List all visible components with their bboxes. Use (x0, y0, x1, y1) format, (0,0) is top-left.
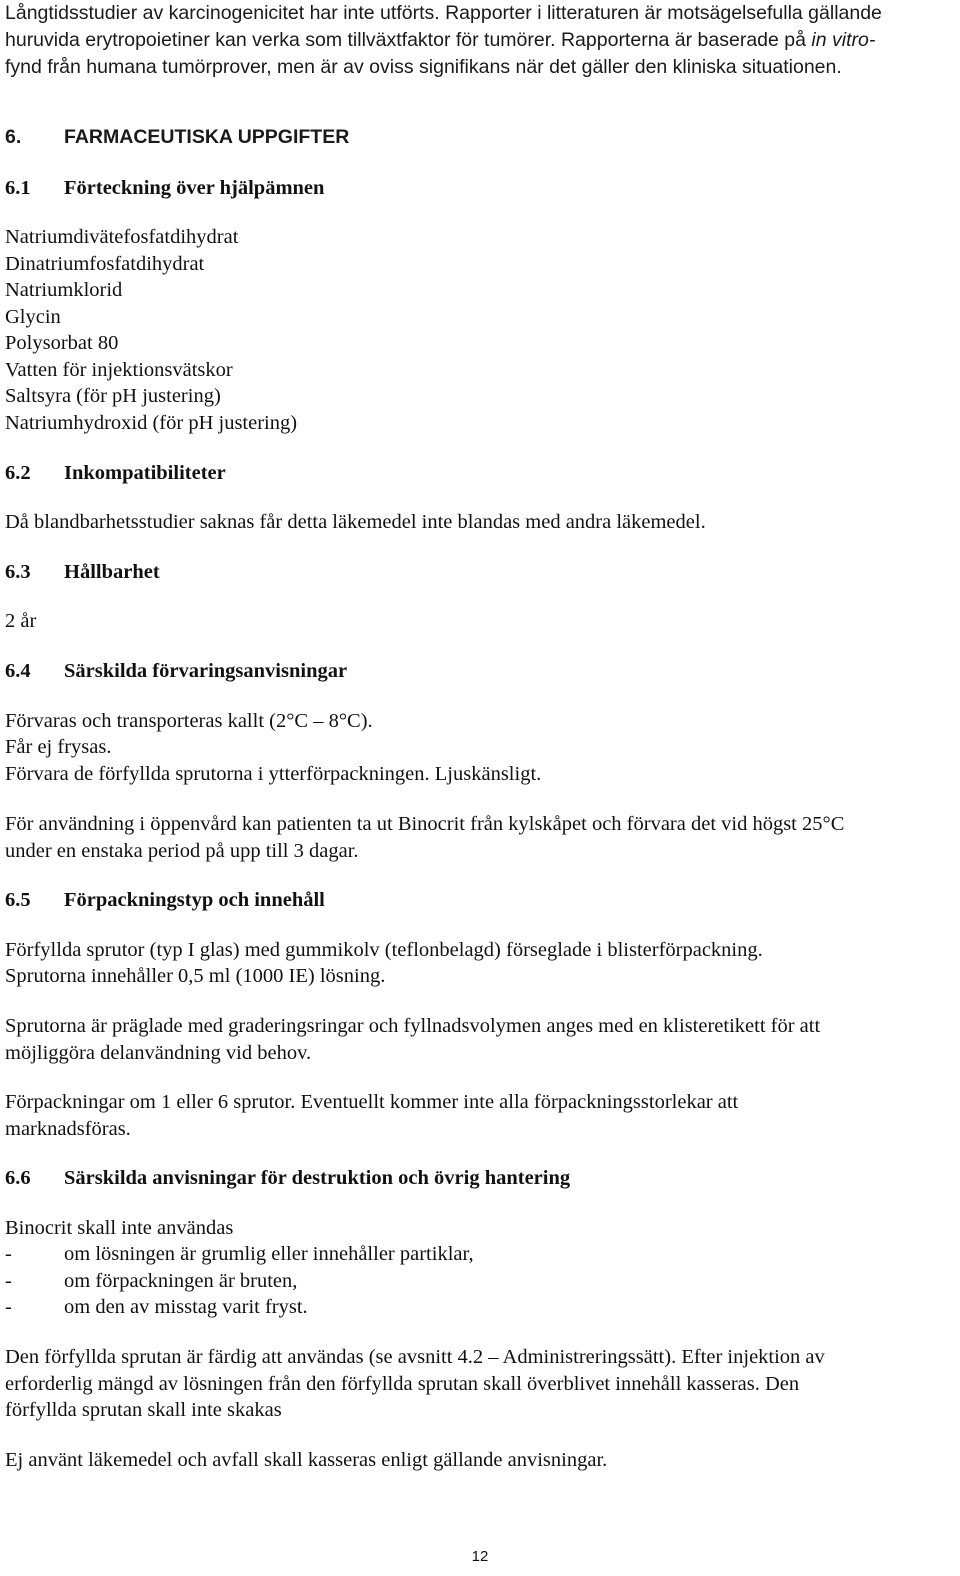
intro-line-2-text: huruvida erytropoietiner kan verka som tillväxtfaktor för tumörer. Rapporterna är baserade på (5, 29, 806, 51)
excipient-item: Natriumklorid (5, 279, 123, 301)
section-6-2-number: 6.2 (5, 462, 31, 484)
section-6-title: FARMACEUTISKA UPPGIFTER (64, 126, 350, 148)
excipient-item: Natriumdivätefosfatdihydrat (5, 226, 239, 248)
storage-paragraph-line: För användning i öppenvård kan patienten ta ut Binocrit från kylskåpet och förvara det vid högst 25°C (5, 813, 845, 835)
package-paragraph-line: Förfyllda sprutor (typ I glas) med gummikolv (teflonbelagd) förseglade i blisterförpackning. (5, 939, 763, 961)
handling-lead: Binocrit skall inte användas (5, 1217, 234, 1239)
section-6-3-text: 2 år (5, 610, 37, 632)
section-6-6-heading (5, 1165, 570, 1191)
handling-paragraph-line: erforderlig mängd av lösningen från den förfyllda sprutan skall överblivet innehåll kasseras. Den (5, 1373, 800, 1395)
section-6-number: 6. (5, 126, 22, 148)
section-6-1-number: 6.1 (5, 177, 31, 199)
package-paragraph-line: möjliggöra delanvändning vid behov. (5, 1042, 312, 1064)
section-6-2-heading (5, 460, 226, 486)
section-6-4-number: 6.4 (5, 660, 31, 682)
package-paragraph-line: marknadsföras. (5, 1118, 131, 1140)
excipient-item: Vatten för injektionsvätskor (5, 359, 233, 381)
intro-line-2 (5, 27, 875, 53)
intro-line-2-italic: in vitro- (811, 29, 876, 51)
section-6-3-number: 6.3 (5, 561, 31, 583)
section-6-5-title: Förpackningstyp och innehåll (64, 889, 325, 911)
section-6-6-title: Särskilda anvisningar för destruktion och övrig hantering (64, 1167, 571, 1189)
list-item (5, 1241, 474, 1267)
handling-paragraph-line: Den förfyllda sprutan är färdig att användas (se avsnitt 4.2 – Administreringssätt). Efter injektion av (5, 1346, 825, 1368)
section-6-2-text: Då blandbarhetsstudier saknas får detta läkemedel inte blandas med andra läkemedel. (5, 511, 706, 533)
intro-line-1: Långtidsstudier av karcinogenicitet har inte utförts. Rapporter i litteraturen är motsägelsefulla gällande (5, 2, 882, 24)
storage-line: Förvaras och transporteras kallt (2°C – 8°C). (5, 710, 373, 732)
list-item-text: om förpackningen är bruten, (64, 1270, 298, 1292)
storage-line: Får ej frysas. (5, 736, 112, 758)
section-6-6-number: 6.6 (5, 1167, 31, 1189)
section-6-5-number: 6.5 (5, 889, 31, 911)
bullet-dash: - (5, 1243, 12, 1265)
list-item-text: om den av misstag varit fryst. (64, 1296, 308, 1318)
excipient-item: Glycin (5, 306, 61, 328)
package-paragraph-line: Sprutorna är präglade med graderingsringar och fyllnadsvolymen anges med en klisteretikett för att (5, 1015, 821, 1037)
disposal-paragraph: Ej använt läkemedel och avfall skall kasseras enligt gällande anvisningar. (5, 1449, 608, 1471)
section-6-4-heading (5, 658, 347, 684)
storage-line: Förvara de förfyllda sprutorna i ytterförpackningen. Ljuskänsligt. (5, 763, 542, 785)
section-6-2-title: Inkompatibiliteter (64, 462, 226, 484)
bullet-dash: - (5, 1270, 12, 1292)
package-paragraph-line: Förpackningar om 1 eller 6 sprutor. Eventuellt kommer inte alla förpackningsstorlekar att (5, 1091, 739, 1113)
list-item-text: om lösningen är grumlig eller innehåller partiklar, (64, 1243, 474, 1265)
excipient-item: Polysorbat 80 (5, 332, 119, 354)
list-item (5, 1268, 297, 1294)
storage-paragraph-line: under en enstaka period på upp till 3 dagar. (5, 840, 359, 862)
section-6-5-heading (5, 887, 325, 913)
excipient-item: Natriumhydroxid (för pH justering) (5, 412, 298, 434)
page-number: 12 (471, 1548, 489, 1565)
section-6-3-heading (5, 559, 160, 585)
excipient-item: Saltsyra (för pH justering) (5, 385, 221, 407)
section-6-4-title: Särskilda förvaringsanvisningar (64, 660, 348, 682)
list-item (5, 1294, 308, 1320)
excipient-item: Dinatriumfosfatdihydrat (5, 253, 205, 275)
bullet-dash: - (5, 1296, 12, 1318)
package-paragraph-line: Sprutorna innehåller 0,5 ml (1000 IE) lösning. (5, 965, 386, 987)
intro-line-3: fynd från humana tumörprover, men är av oviss signifikans när det gäller den kliniska situationen. (5, 56, 842, 78)
handling-paragraph-line: förfyllda sprutan skall inte skakas (5, 1399, 282, 1421)
section-6-1-title: Förteckning över hjälpämnen (64, 177, 325, 199)
section-6-3-title: Hållbarhet (64, 561, 160, 583)
section-6-1-heading (5, 175, 324, 201)
section-6-heading (5, 124, 349, 150)
